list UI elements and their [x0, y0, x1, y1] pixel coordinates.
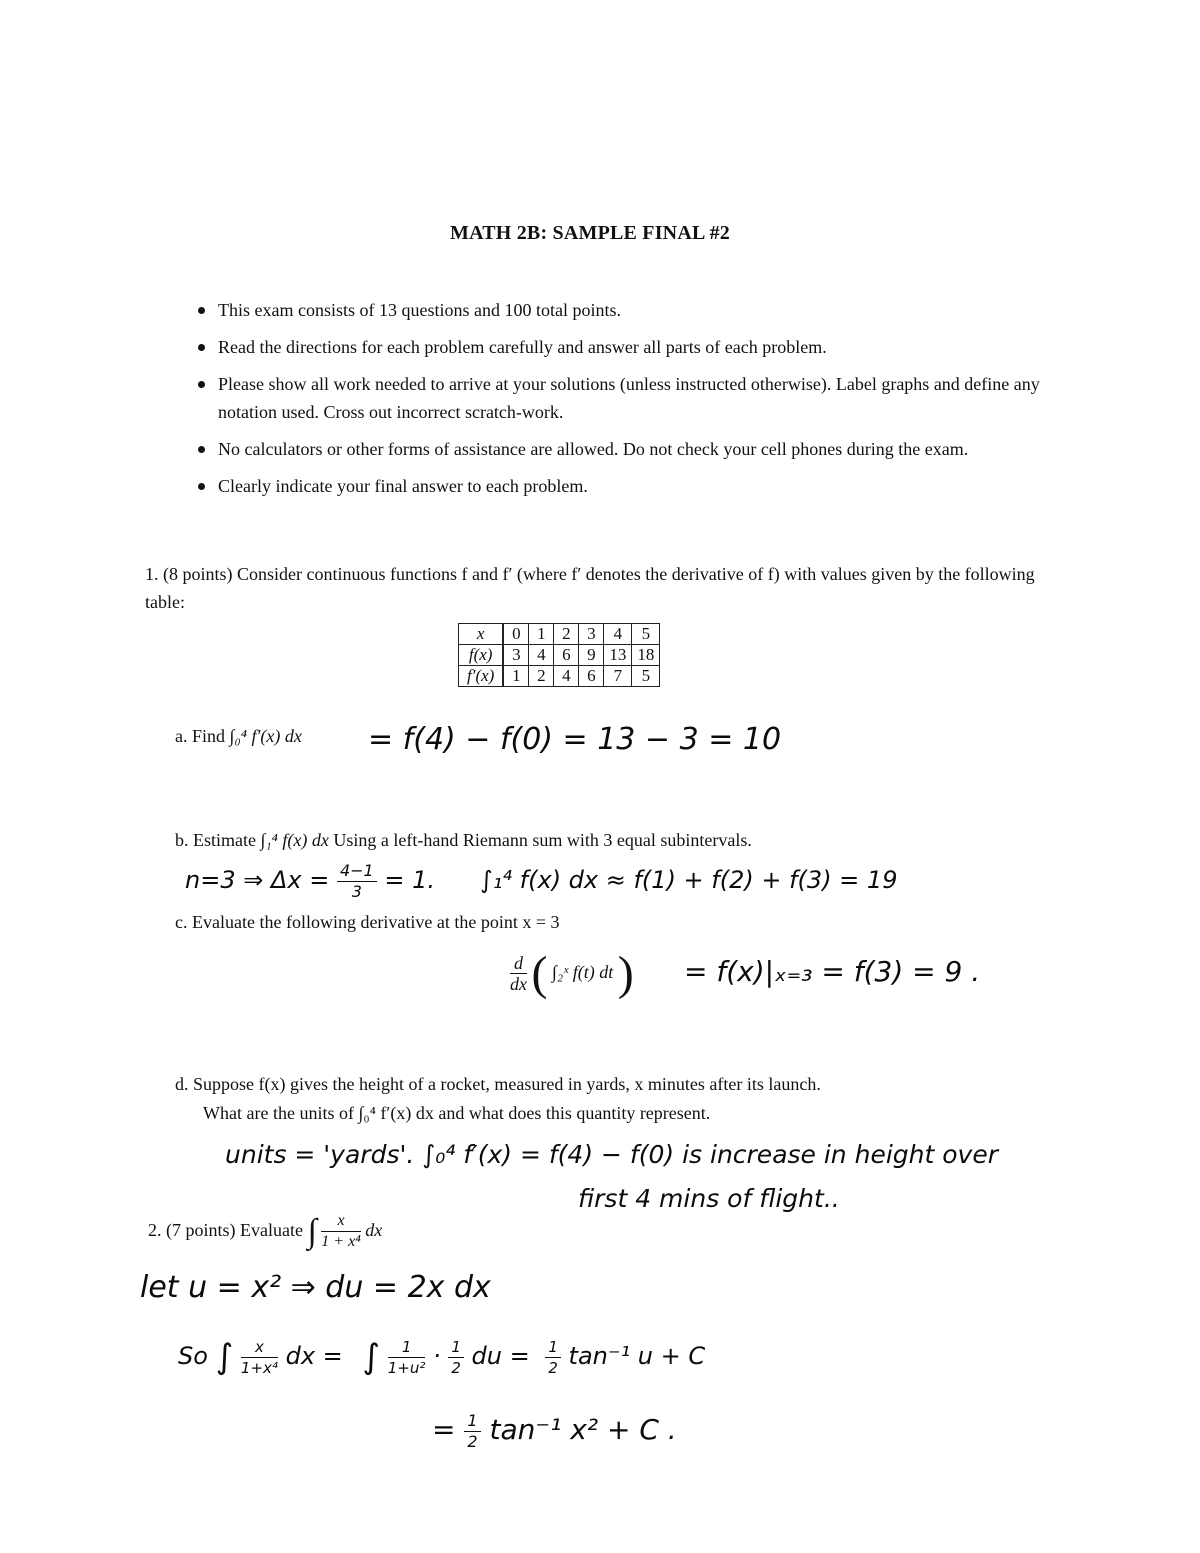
q2-work-line1: let u = x² ⇒ du = 2x dx	[140, 1270, 491, 1305]
work-text: tan⁻¹ u + C	[568, 1342, 706, 1370]
part-a-integral: ∫₀⁴ f′(x) dx	[229, 726, 302, 746]
table-row	[459, 645, 660, 666]
part-b-answer-left: n=3 ⇒ Δx =	[185, 866, 330, 894]
work-dot: ·	[433, 1342, 441, 1370]
fraction-numerator: 4−1	[337, 861, 377, 882]
part-c-prompt: c. Evaluate the following derivative at the point x = 3	[175, 912, 560, 932]
fraction-denominator: 2	[548, 1358, 558, 1377]
q2-integrand	[321, 1211, 360, 1252]
question-2	[148, 1206, 382, 1256]
table-cell: 0	[503, 624, 529, 645]
part-d-prompt-line1: d. Suppose f(x) gives the height of a rocket, measured in yards, x minutes after its launch.	[175, 1074, 821, 1094]
fraction-numerator: 1	[388, 1337, 426, 1358]
question-label: Evaluate	[240, 1220, 303, 1240]
part-b-prompt	[175, 826, 752, 854]
integral-sign: ∫	[362, 1337, 381, 1377]
instruction-item: Please show all work needed to arrive at your solutions (unless instructed otherwise). Label graphs and define any notation used. Cross out incorrect scratch-work.	[190, 370, 1050, 426]
table-cell: 6	[554, 645, 579, 666]
part-d-prompt-line2: What are the units of ∫₀⁴ f′(x) dx and what does this quantity represent.	[203, 1103, 711, 1123]
work-text: du =	[471, 1342, 530, 1370]
close-paren: )	[617, 946, 634, 1000]
part-b-fraction	[337, 861, 377, 902]
part-b-label: b. Estimate	[175, 830, 256, 850]
part-a-label: a. Find	[175, 726, 226, 746]
fraction-denominator: 2	[467, 1431, 478, 1451]
table-cell: 5	[632, 666, 660, 687]
fraction-denominator: 2	[451, 1358, 461, 1377]
q2-dx: dx	[365, 1220, 383, 1240]
table-cell: 3	[503, 645, 529, 666]
q2-work-line3	[432, 1400, 677, 1460]
table-row	[459, 624, 660, 645]
work-text: tan⁻¹ x² + C .	[489, 1413, 677, 1446]
table-cell: 4	[554, 666, 579, 687]
work-text: =	[432, 1413, 456, 1446]
table-cell: 4	[529, 645, 554, 666]
instruction-item: Clearly indicate your final answer to each problem.	[190, 472, 1050, 500]
fraction-numerator: d	[510, 953, 527, 974]
values-table	[458, 623, 660, 687]
part-b-integral: ∫₁⁴ f(x) dx	[260, 830, 329, 850]
fraction-numerator: 1	[464, 1411, 480, 1432]
question-number: 2.	[148, 1220, 162, 1240]
fraction-denominator: 1 + x⁴	[321, 1233, 361, 1251]
table-cell: 3	[579, 624, 604, 645]
question-points: (8 points)	[163, 564, 233, 584]
fraction-denominator: 1+x⁴	[240, 1358, 278, 1377]
table-cell: 2	[554, 624, 579, 645]
part-b-text: Using a left-hand Riemann sum with 3 equal subintervals.	[333, 830, 752, 850]
instructions-list	[190, 296, 1050, 509]
work-fraction	[464, 1411, 480, 1452]
fraction-denominator: dx	[510, 974, 527, 995]
page-title: MATH 2B: SAMPLE FINAL #2	[450, 222, 730, 244]
table-cell: 6	[579, 666, 604, 687]
table-cell: 4	[604, 624, 632, 645]
part-d-answer-line1: units = 'yards'. ∫₀⁴ f′(x) = f(4) − f(0) is increase in height over	[225, 1140, 998, 1169]
integral-sign: ∫	[215, 1337, 234, 1377]
table-row-label: f′(x)	[459, 666, 504, 687]
question-points: (7 points)	[166, 1220, 236, 1240]
table-cell: 13	[604, 645, 632, 666]
part-b-answer	[185, 858, 897, 902]
instruction-item: This exam consists of 13 questions and 100 total points.	[190, 296, 1050, 324]
table-cell: 2	[529, 666, 554, 687]
table-cell: 1	[529, 624, 554, 645]
table-cell: 7	[604, 666, 632, 687]
table-cell: 1	[503, 666, 529, 687]
instruction-item: No calculators or other forms of assistance are allowed. Do not check your cell phones during the exam.	[190, 435, 1050, 463]
fraction-numerator: x	[321, 1211, 360, 1232]
instruction-item: Read the directions for each problem carefully and answer all parts of each problem.	[190, 333, 1050, 361]
derivative-operator	[510, 953, 527, 994]
table-cell: 9	[579, 645, 604, 666]
q2-work-line2	[178, 1326, 705, 1387]
open-paren: (	[531, 946, 548, 1000]
part-b-answer-right: ∫₁⁴ f(x) dx ≈ f(1) + f(2) + f(3) = 19	[480, 866, 898, 894]
fraction-denominator: 1+u²	[387, 1358, 426, 1377]
question-number: 1.	[145, 564, 159, 584]
fraction-denominator: 3	[351, 881, 362, 901]
work-fraction	[448, 1337, 464, 1378]
table-row	[459, 666, 660, 687]
table-cell: 18	[632, 645, 660, 666]
table-row-label: f(x)	[459, 645, 504, 666]
work-text: dx =	[285, 1342, 343, 1370]
fraction-numerator: 1	[448, 1337, 464, 1358]
q2-work-so: So	[178, 1342, 208, 1370]
table-cell: 5	[632, 624, 660, 645]
part-b-answer-mid: = 1.	[384, 866, 436, 894]
question-prompt: Consider continuous functions f and f′ (where f′ denotes the derivative of f) with values given by the following table:	[145, 564, 1035, 612]
integral-sign: ∫	[307, 1212, 317, 1250]
fraction-numerator: 1	[545, 1337, 561, 1358]
part-a-answer: = f(4) − f(0) = 13 − 3 = 10	[368, 722, 782, 757]
question-1	[145, 560, 1045, 616]
work-fraction	[388, 1337, 426, 1378]
work-fraction	[241, 1337, 278, 1378]
table-row-label: x	[459, 624, 504, 645]
part-d-answer-line2: first 4 mins of flight..	[578, 1184, 840, 1213]
part-c-integral: ∫₂ˣ f(t) dt	[551, 962, 614, 982]
part-a-prompt	[175, 722, 302, 750]
work-fraction	[545, 1337, 561, 1378]
fraction-numerator: x	[241, 1337, 278, 1358]
part-c-answer: = f(x)|ₓ₌₃ = f(3) = 9 .	[684, 955, 981, 988]
part-c-expression	[510, 944, 634, 1002]
